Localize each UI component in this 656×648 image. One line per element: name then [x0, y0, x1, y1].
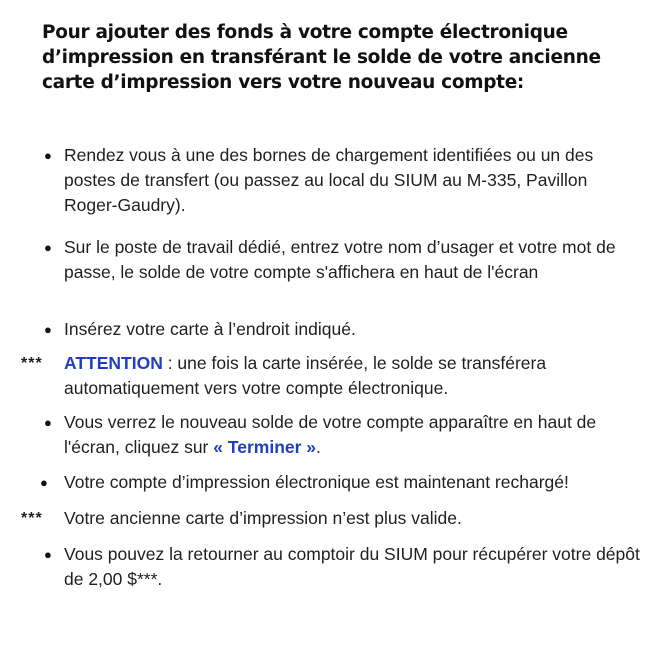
bullet-icon: ●: [44, 240, 52, 255]
instruction-item-6: Vous pouvez la retourner au comptoir du SIUM pour récupérer votre dépôt de 2,00 $***.: [64, 544, 640, 589]
asterisk-marker: ***: [21, 355, 43, 372]
attention-text: : une fois la carte insérée, le solde se transférera automatiquement vers votre compte électronique.: [64, 353, 547, 398]
instruction-item-3: Insérez votre carte à l’endroit indiqué.: [64, 319, 356, 339]
bullet-icon: ●: [44, 322, 52, 337]
bullet-icon: ●: [44, 415, 52, 430]
bullet-icon: ●: [44, 148, 52, 163]
bullet-icon: ●: [44, 547, 52, 562]
attention-note: [64, 351, 644, 401]
instruction-item-5: Votre compte d’impression électronique est maintenant rechargé!: [64, 472, 569, 492]
instruction-item-2: Sur le poste de travail dédié, entrez votre nom d’usager et votre mot de passe, le solde de votre compte s'affichera en haut de l'écran: [64, 237, 616, 282]
terminer-label: « Terminer »: [213, 437, 317, 457]
instruction-text: Vous verrez le nouveau solde de votre compte apparaître en haut de l'écran, cliquez sur: [64, 412, 597, 457]
attention-label: ATTENTION: [64, 353, 163, 373]
warning-note: Votre ancienne carte d’impression n’est plus valide.: [64, 508, 462, 528]
instruction-item-1: Rendez vous à une des bornes de chargement identifiées ou un des postes de transfert (ou passez au local du SIUM au M-335, Pavillon Roger-Gaudry).: [64, 145, 594, 215]
asterisk-marker: ***: [21, 510, 43, 527]
instruction-text-end: .: [316, 437, 321, 457]
bullet-icon: ●: [40, 475, 48, 490]
page-heading: Pour ajouter des fonds à votre compte électronique d’impression en transférant le solde de votre ancienne carte d’impression vers votre nouveau compte:: [42, 22, 601, 93]
instruction-item-4: [64, 410, 644, 460]
